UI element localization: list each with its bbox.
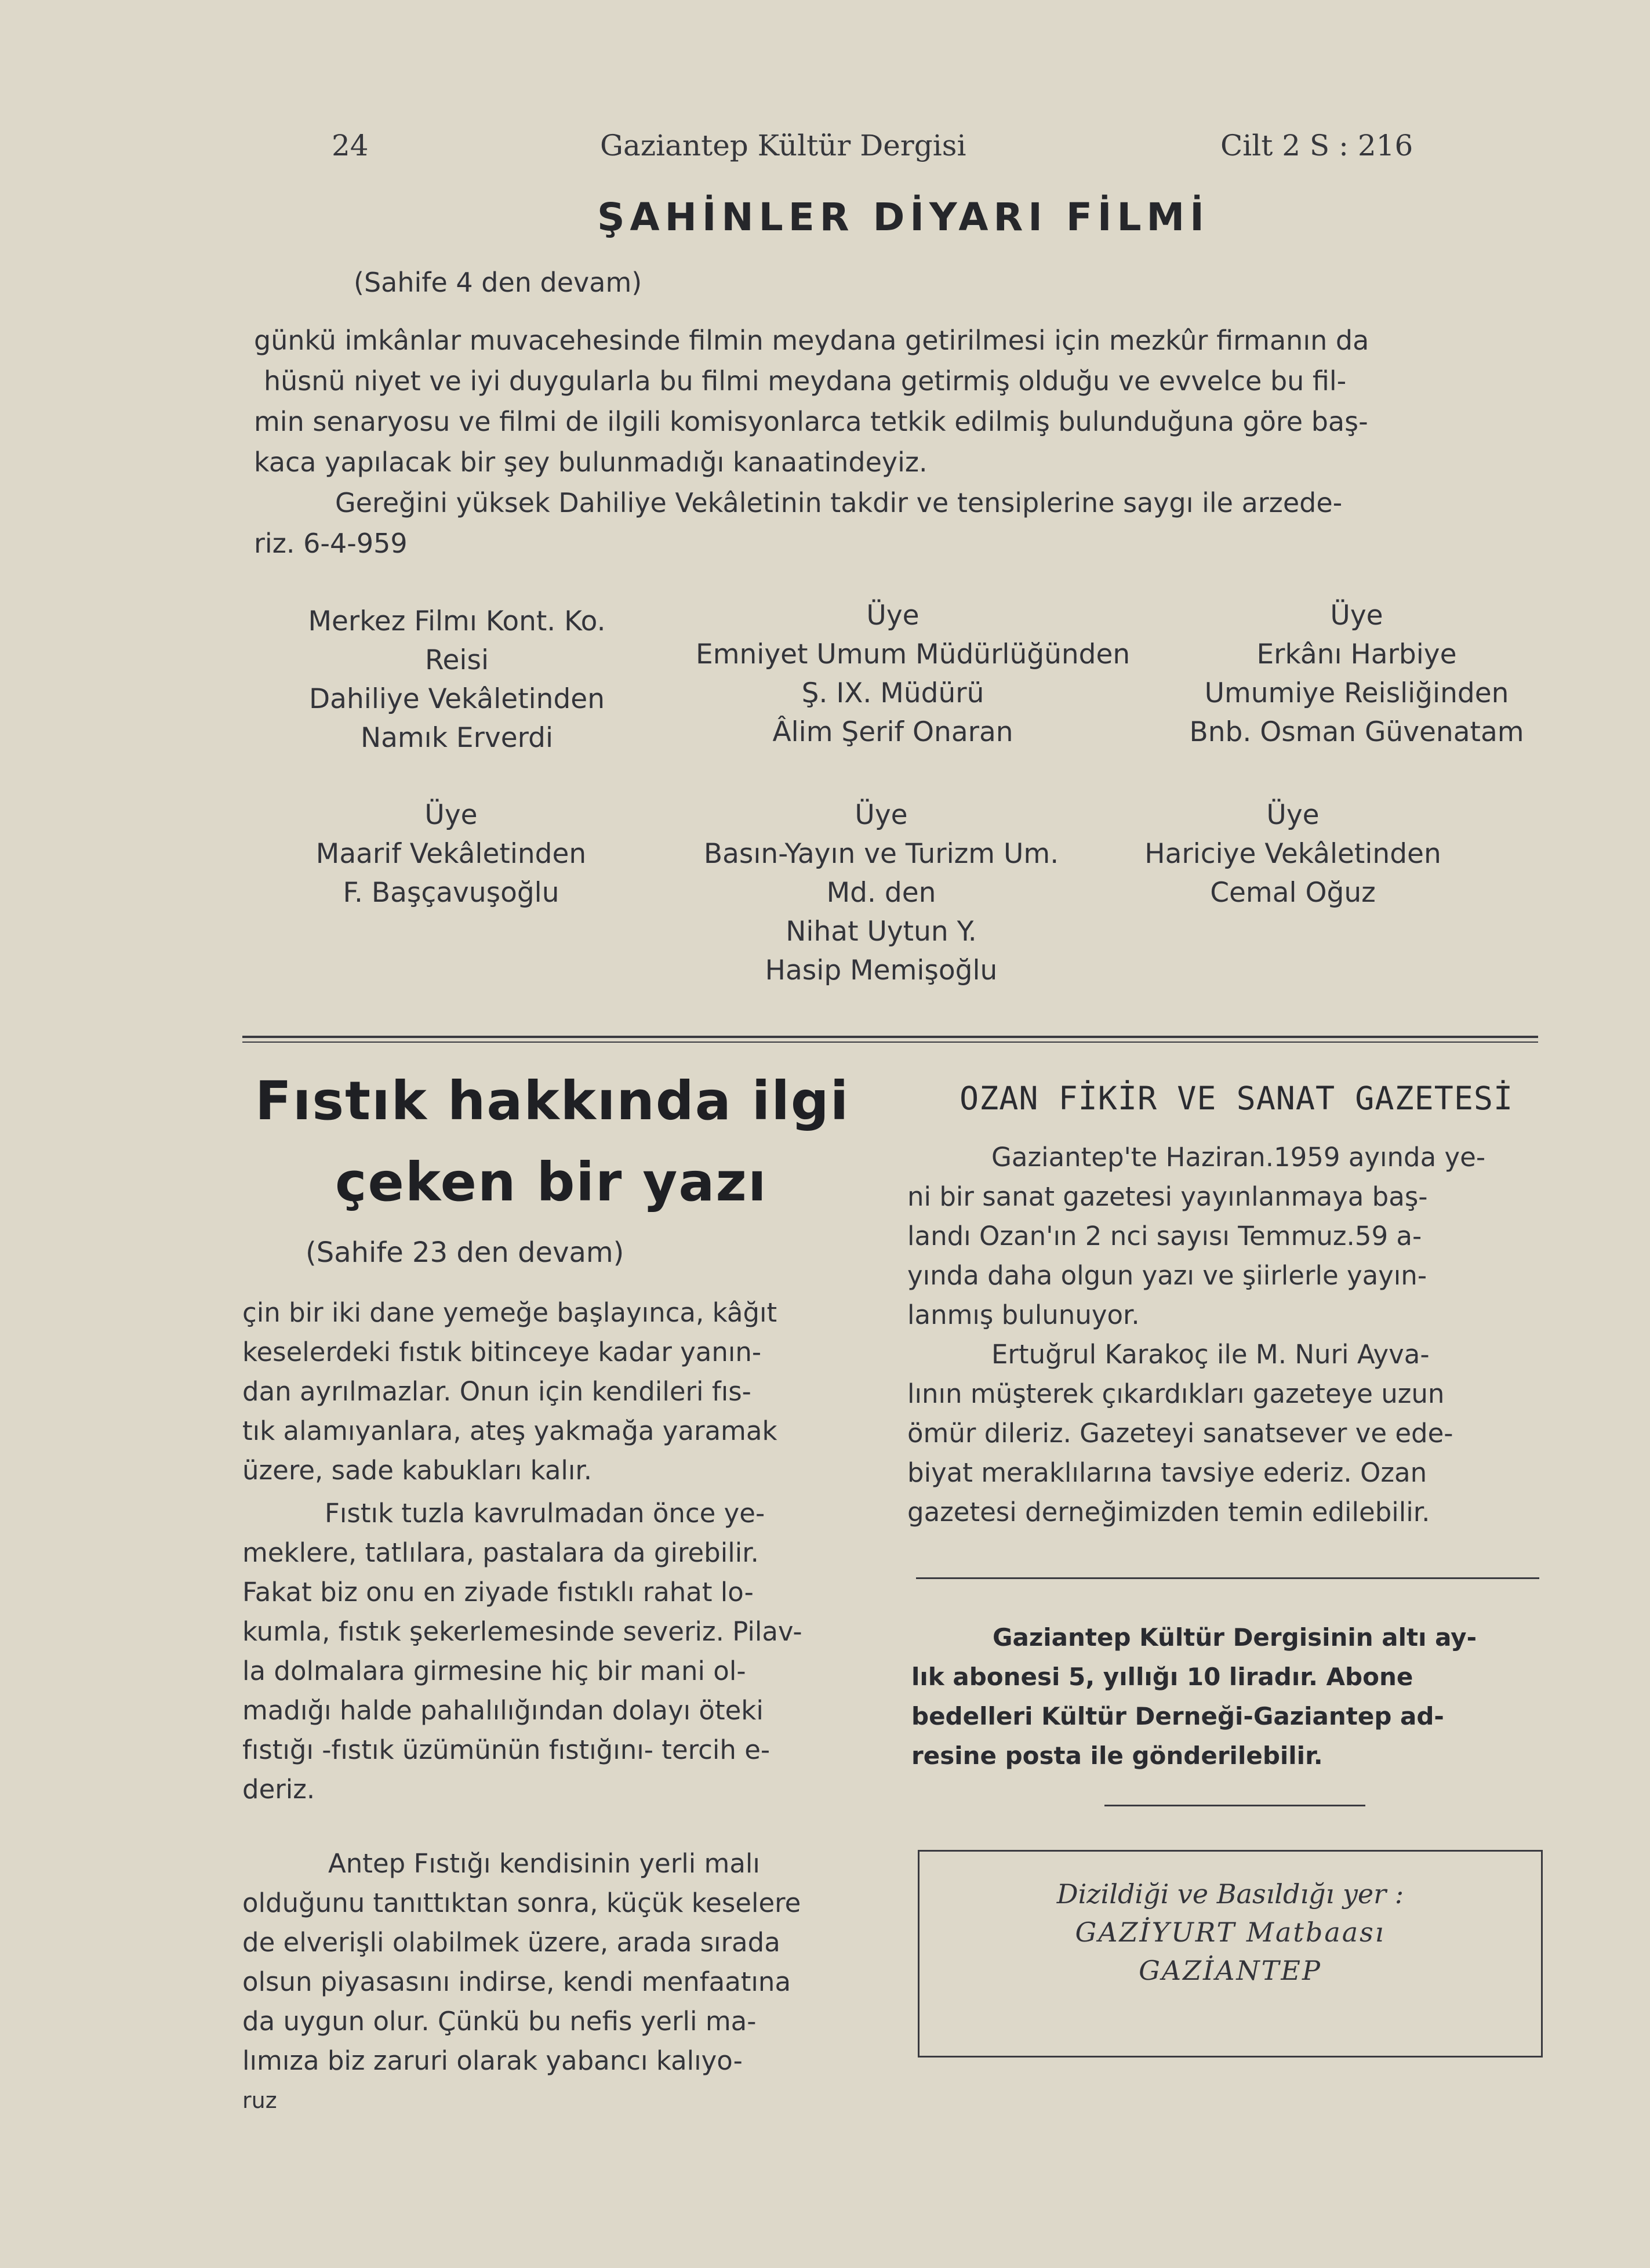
article-line: la dolmalara girmesine hiç bir mani ol- <box>242 1656 746 1686</box>
signatory-line: Üye <box>1330 600 1383 632</box>
article-line: yında daha olgun yazı ve şiirlerle yayın- <box>907 1260 1427 1291</box>
signatory-line: Hasip Memişoğlu <box>765 955 998 986</box>
page-number: 24 <box>332 129 369 162</box>
signatory-block <box>661 796 1102 990</box>
signatory-line: Nihat Uytun Y. <box>786 916 977 948</box>
article-line: lanmış bulunuyor. <box>907 1300 1140 1330</box>
article-line: Antep Fıstığı kendisinin yerli malı <box>328 1848 760 1879</box>
section-divider <box>242 1042 1538 1043</box>
film-article-title: ŞAHİNLER DİYARI FİLMİ <box>597 195 1209 239</box>
signatory-line: Namık Erverdi <box>360 722 554 754</box>
article-line: landı Ozan'ın 2 nci sayısı Temmuz.59 a- <box>907 1221 1422 1251</box>
article-line: ömür dileriz. Gazeteyi sanatsever ve ede- <box>907 1418 1453 1449</box>
signatory-line: Basın-Yayın ve Turizm Um. <box>703 838 1059 870</box>
printer-line: GAZİANTEP <box>1139 1955 1322 1986</box>
signatory-line: Emniyet Umum Müdürlüğünden <box>696 638 1131 670</box>
article-line: keselerdeki fıstık bitinceye kadar yanın- <box>242 1337 762 1367</box>
article-line: de elverişli olabilmek üzere, arada sırada <box>242 1927 780 1958</box>
pistachio-article-title: Fıstık hakkında ilgi <box>255 1070 850 1132</box>
pistachio-continued-note: (Sahife 23 den devam) <box>306 1236 624 1269</box>
article-line: Fakat biz onu en ziyade fıstıklı rahat lo- <box>242 1577 754 1607</box>
article-line: Ertuğrul Karakoç ile M. Nuri Ayva- <box>991 1339 1430 1370</box>
signatory-line: Hariciye Vekâletinden <box>1144 838 1441 870</box>
film-paragraph-line: günkü imkânlar muvacehesinde filmin meydana getirilmesi için mezkûr firmanın da <box>254 325 1369 356</box>
signatory-line: Erkânı Harbiye <box>1256 638 1457 670</box>
signatory-line: Cemal Oğuz <box>1210 877 1376 909</box>
article-line: meklere, tatlılara, pastalara da girebilir. <box>242 1537 759 1568</box>
printer-box <box>918 1850 1543 2057</box>
notice-line: bedelleri Kültür Derneği-Gaziantep ad- <box>911 1702 1444 1730</box>
signatory-line: Merkez Filmı Kont. Ko. <box>308 605 606 637</box>
article-line: Fıstık tuzla kavrulmadan önce ye- <box>325 1498 765 1529</box>
film-article-body <box>254 320 1369 564</box>
signatory-line: Âlim Şerif Onaran <box>772 716 1013 748</box>
article-line: çin bir iki dane yemeğe başlayınca, kâğıt <box>242 1297 777 1328</box>
film-paragraph-line: riz. 6-4-959 <box>254 528 408 559</box>
printer-line: Dizildiği ve Basıldığı yer : <box>1056 1878 1404 1910</box>
signatory-line: Md. den <box>826 877 936 909</box>
signatory-line: Reisi <box>424 644 489 676</box>
article-line: lının müşterek çıkardıkları gazeteye uzun <box>907 1378 1445 1409</box>
journal-title: Gaziantep Kültür Dergisi <box>600 129 966 162</box>
notice-top-rule <box>916 1577 1539 1579</box>
volume-info: Cilt 2 S : 216 <box>1220 129 1413 162</box>
article-line: biyat meraklılarına tavsiye ederiz. Ozan <box>907 1457 1427 1488</box>
signatory-line: Maarif Vekâletinden <box>315 838 587 870</box>
signatory-line: Dahiliye Vekâletinden <box>308 683 605 715</box>
notice-line: lık abonesi 5, yıllığı 10 liradır. Abone <box>911 1663 1413 1691</box>
signatory-line: Üye <box>1266 799 1320 831</box>
film-paragraph-line: hüsnü niyet ve iyi duygularla bu filmi meydana getirmiş olduğu ve evvelce bu fil- <box>264 365 1347 397</box>
film-continued-note: (Sahife 4 den devam) <box>354 267 642 298</box>
film-paragraph-line: min senaryosu ve filmi de ilgili komisyonlarca tetkik edilmiş bulunduğuna göre baş- <box>254 406 1368 437</box>
ozan-article-title: OZAN FİKİR VE SANAT GAZETESİ <box>960 1080 1514 1117</box>
article-line: fıstığı -fıstık üzümünün fıstığını- tercih e- <box>242 1734 771 1765</box>
article-line: dan ayrılmazlar. Onun için kendileri fıs- <box>242 1376 751 1407</box>
signatory-line: Umumiye Reisliğinden <box>1204 677 1509 709</box>
article-line: ni bir sanat gazetesi yayınlanmaya baş- <box>907 1181 1428 1212</box>
article-line: kumla, fıstık şekerlemesinde severiz. Pilav- <box>242 1616 802 1647</box>
article-line: olduğunu tanıttıktan sonra, küçük keselere <box>242 1888 801 1918</box>
film-paragraph-line: kaca yapılacak bir şey bulunmadığı kanaatindeyiz. <box>254 447 928 478</box>
film-paragraph-line: Gereğini yüksek Dahiliye Vekâletinin takdir ve tensiplerine saygı ile arzede- <box>335 487 1343 518</box>
pistachio-article-title: çeken bir yazı <box>335 1151 768 1213</box>
notice-bottom-rule <box>1104 1805 1365 1806</box>
pistachio-article-body <box>242 1293 874 2120</box>
signatory-block <box>1113 796 1473 912</box>
ozan-article-body <box>907 1138 1542 1532</box>
article-line: gazetesi derneğimizden temin edilebilir. <box>907 1497 1430 1527</box>
article-line: da uygun olur. Çünkü bu nefis yerli ma- <box>242 2006 757 2037</box>
signatory-block <box>277 796 625 912</box>
printer-box-content <box>920 1852 1541 1990</box>
signatory-line: F. Başçavuşoğlu <box>343 877 559 909</box>
notice-line: resine posta ile gönderilebilir. <box>911 1741 1323 1770</box>
signatory-line: Üye <box>866 600 920 632</box>
article-line: üzere, sade kabukları kalır. <box>242 1455 593 1486</box>
article-line: Gaziantep'te Haziran.1959 ayında ye- <box>991 1142 1486 1173</box>
signatory-block <box>277 602 637 757</box>
article-line: deriz. <box>242 1774 315 1805</box>
section-divider <box>242 1036 1538 1038</box>
article-line: madığı halde pahalılığından dolayı öteki <box>242 1695 764 1726</box>
signatory-line: Üye <box>855 799 908 831</box>
signatory-block <box>696 596 1131 752</box>
notice-line: Gaziantep Kültür Dergisinin altı ay- <box>993 1623 1477 1652</box>
signatory-line: Üye <box>424 799 478 831</box>
article-line: olsun piyasasını indirse, kendi menfaatına <box>242 1966 791 1997</box>
article-line: lımıza biz zaruri olarak yabancı kalıyo- <box>242 2045 743 2076</box>
signatory-block <box>1154 596 1560 752</box>
subscription-notice <box>911 1618 1477 1776</box>
signatory-line: Bnb. Osman Güvenatam <box>1189 716 1524 748</box>
printer-line: GAZİYURT Matbaası <box>1075 1917 1386 1948</box>
article-line: ruz <box>242 2088 277 2113</box>
signatory-line: Ş. IX. Müdürü <box>801 677 984 709</box>
article-line: tık alamıyanlara, ateş yakmağa yaramak <box>242 1416 777 1446</box>
